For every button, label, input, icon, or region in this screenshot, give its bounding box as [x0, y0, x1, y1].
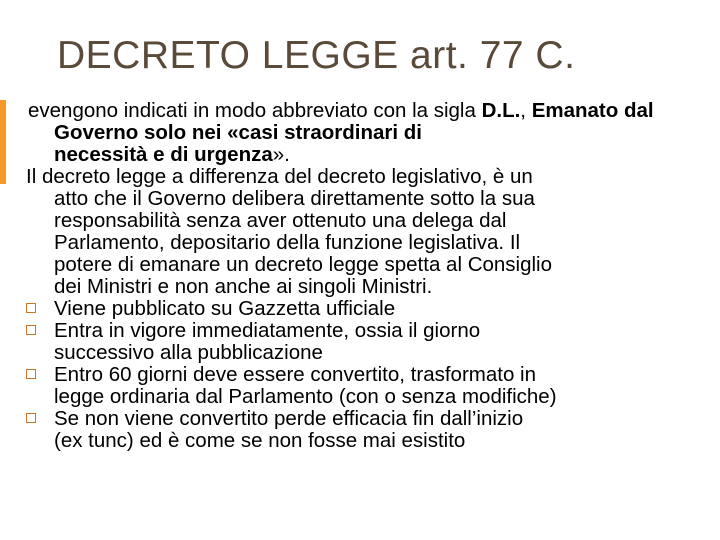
intro-paragraph [26, 100, 694, 166]
bullet-text: Se non viene convertito perde efficacia fin dall’inizio (ex tunc) ed è come se non fosse mai esistito [54, 407, 524, 452]
bullet-text: Entra in vigore immediatamente, ossia il giorno successivo alla pubblicazione [54, 319, 481, 364]
bullet-item [26, 408, 694, 452]
slide-title: DECRETO LEGGE art. 77 C. [57, 34, 576, 77]
slide-body [26, 100, 694, 452]
square-bullet-icon [26, 408, 54, 423]
intro-bold-2: Emanato dal Governo solo nei «casi straordinari di necessità e di urgenza [54, 99, 654, 166]
definition-paragraph: Il decreto legge a differenza del decreto legislativo, è un atto che il Governo delibera direttamente sotto la sua responsabilità senza aver ottenuto una delega dal Parlamento, depositario della funzione legislativa. Il potere di emanare un decreto legge spetta al Consiglio dei Ministri e non anche ai singoli Ministri. [26, 165, 553, 298]
square-bullet-icon [26, 364, 54, 379]
bullet-item [26, 364, 694, 408]
intro-text-2: , [520, 99, 532, 122]
bullet-item [26, 298, 694, 320]
square-bullet-icon [26, 320, 54, 335]
square-bullet-icon [26, 298, 54, 313]
intro-text-3: ». [272, 143, 290, 166]
intro-text-1: evengono indicati in modo abbreviato con la sigla [28, 99, 482, 122]
intro-bold-1: D.L. [481, 99, 521, 122]
bullet-text: Entro 60 giorni deve essere convertito, trasformato in legge ordinaria dal Parlamento (con o senza modifiche) [54, 363, 557, 408]
bullet-item [26, 320, 694, 364]
accent-bar [0, 100, 6, 184]
bullet-text: Viene pubblicato su Gazzetta ufficiale [54, 297, 396, 320]
